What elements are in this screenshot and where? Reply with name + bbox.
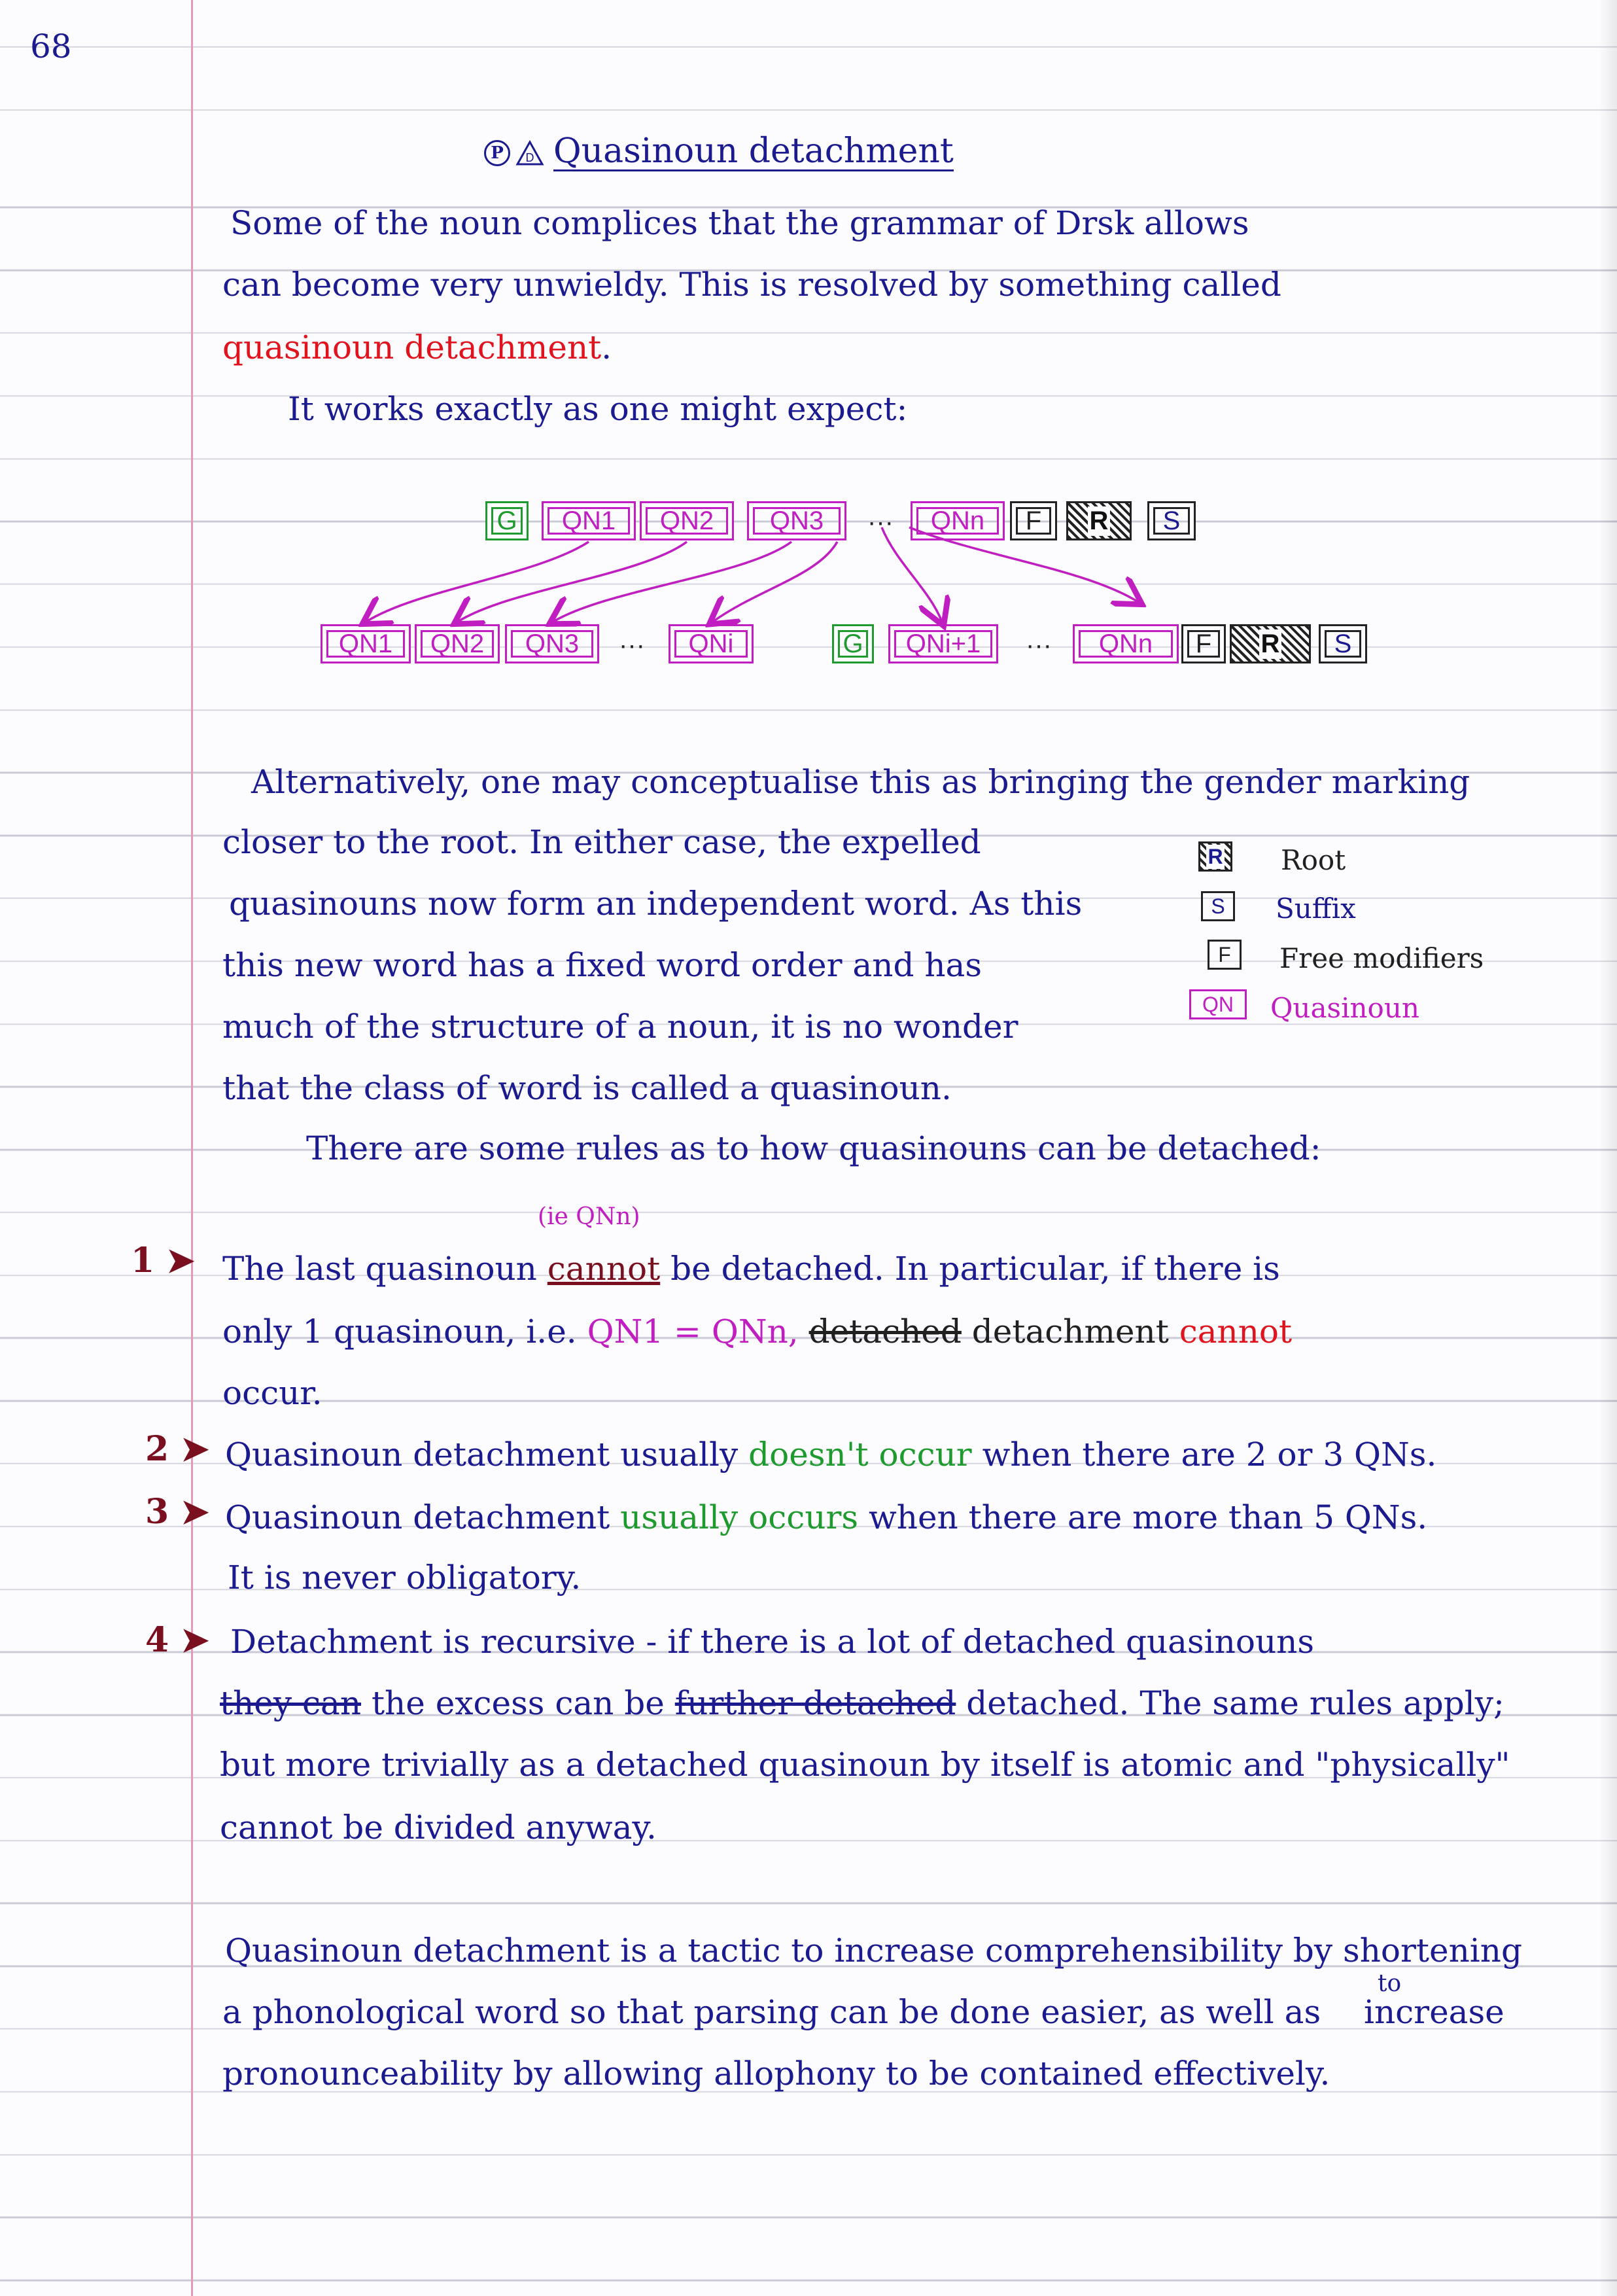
- diagram-bottom-g: G: [832, 624, 874, 663]
- rule1-line3: occur.: [222, 1374, 322, 1412]
- rule1-line2: only 1 quasinoun, i.e. QN1 = QNn, detached detachment cannot: [222, 1313, 1293, 1351]
- diagram-bottom-right-ellipsis: ···: [1026, 631, 1052, 660]
- rule1-marker: 1 ➤: [131, 1241, 195, 1280]
- rule1-equation: QN1 = QNn,: [587, 1313, 799, 1351]
- diagram-bottom-f: F: [1181, 624, 1226, 663]
- rule1-cannot-red: cannot: [1179, 1313, 1293, 1351]
- rule1-note: (ie QNn): [538, 1203, 640, 1230]
- para5-line2: a phonological word so that parsing can be done easier, as well as increase: [222, 1993, 1504, 2031]
- diagram-bottom-left-ellipsis: ···: [619, 631, 645, 660]
- diagram-bottom-qni: QNi: [669, 624, 754, 663]
- rule4-line1: Detachment is recursive - if there is a lot of detached quasinouns: [230, 1623, 1315, 1661]
- triangle-d-icon: [515, 140, 544, 166]
- rule4-line4: cannot be divided anyway.: [220, 1809, 657, 1846]
- para3-line4: this new word has a fixed word order and has: [222, 946, 982, 984]
- svg-text:D: D: [525, 150, 534, 164]
- legend-root-label: Root: [1281, 844, 1346, 876]
- diagram-bottom-s: S: [1319, 624, 1367, 663]
- title-text: Quasinoun detachment: [553, 132, 954, 171]
- diagram-bottom-r: R: [1230, 624, 1311, 663]
- para1-line2: can become very unwieldy. This is resolved by something called: [222, 266, 1281, 304]
- para3-line3: quasinouns now form an independent word. As this: [229, 885, 1083, 923]
- para2-line1: It works exactly as one might expect:: [288, 390, 908, 428]
- rule2-line1: Quasinoun detachment usually doesn't occur when there are 2 or 3 QNs.: [225, 1436, 1437, 1474]
- diagram-top-qnn: QNn: [911, 501, 1005, 540]
- diagram-bottom-qni1: QNi+1: [888, 624, 998, 663]
- para1-line3: quasinoun detachment.: [222, 328, 612, 366]
- rule1-line1: The last quasinoun cannot be detached. In particular, if there is: [222, 1250, 1280, 1288]
- legend-suffix-box: S: [1201, 891, 1235, 921]
- rule2-marker: 2 ➤: [145, 1429, 209, 1469]
- diagram-top-f: F: [1010, 501, 1057, 540]
- para3-line6: that the class of word is called a quasinoun.: [222, 1069, 952, 1107]
- rule3-marker: 3 ➤: [145, 1492, 209, 1532]
- diagram-bottom-qn1: QN1: [321, 624, 411, 663]
- diagram-top-qn2: QN2: [640, 501, 734, 540]
- rule3-line1: Quasinoun detachment usually occurs when there are more than 5 QNs.: [225, 1498, 1428, 1536]
- para3-line2: closer to the root. In either case, the expelled: [222, 823, 981, 861]
- diagram-bottom-qn2: QN2: [415, 624, 500, 663]
- para5-line1: Quasinoun detachment is a tactic to increase comprehensibility by shortening: [225, 1932, 1522, 1969]
- margin-line: [191, 0, 193, 2296]
- page-number: 68: [30, 27, 72, 65]
- legend-quasinoun-label: Quasinoun: [1270, 992, 1419, 1024]
- rule3-usually-occurs: usually occurs: [620, 1498, 859, 1536]
- diagram-top-ellipsis: ···: [867, 508, 894, 537]
- term-quasinoun-detachment: quasinoun detachment: [222, 328, 602, 366]
- rule2-doesnt-occur: doesn't occur: [748, 1436, 972, 1474]
- diagram-top-qn1: QN1: [542, 501, 636, 540]
- diagram-top-r: R: [1066, 501, 1132, 540]
- legend-free-modifiers-box: F: [1208, 940, 1242, 970]
- legend-suffix-label: Suffix: [1276, 892, 1356, 925]
- para3-line5: much of the structure of a noun, it is no wonder: [222, 1008, 1018, 1046]
- diagram-top-g: G: [485, 501, 529, 540]
- diagram-top-qn3: QN3: [747, 501, 846, 540]
- rule3-line2: It is never obligatory.: [228, 1559, 582, 1597]
- page-title: [484, 134, 954, 171]
- para5-line3: pronounceability by allowing allophony to be contained effectively.: [222, 2055, 1330, 2093]
- circled-p-icon: P: [484, 140, 510, 166]
- page-edge-shadow: [1599, 0, 1617, 2296]
- legend-quasinoun-box: QN: [1189, 989, 1247, 1019]
- legend-free-modifiers-label: Free modifiers: [1279, 942, 1484, 974]
- rule1-cannot: cannot: [547, 1250, 661, 1288]
- legend-root-box: R: [1198, 841, 1232, 872]
- para1-line1: Some of the noun complices that the grammar of Drsk allows: [230, 204, 1249, 242]
- diagram-top-s: S: [1147, 501, 1196, 540]
- rule4-line2: they can the excess can be further detached detached. The same rules apply;: [220, 1684, 1504, 1722]
- rule4-marker: 4 ➤: [145, 1620, 209, 1660]
- diagram-bottom-qn3: QN3: [505, 624, 599, 663]
- rule4-line3: but more trivially as a detached quasinoun by itself is atomic and "physically": [220, 1746, 1510, 1784]
- para5-caret-insert: to: [1378, 1970, 1402, 1997]
- diagram-bottom-qnn: QNn: [1073, 624, 1179, 663]
- para3-line1: Alternatively, one may conceptualise this as bringing the gender marking: [251, 763, 1470, 801]
- para4-line1: There are some rules as to how quasinouns can be detached:: [306, 1129, 1321, 1167]
